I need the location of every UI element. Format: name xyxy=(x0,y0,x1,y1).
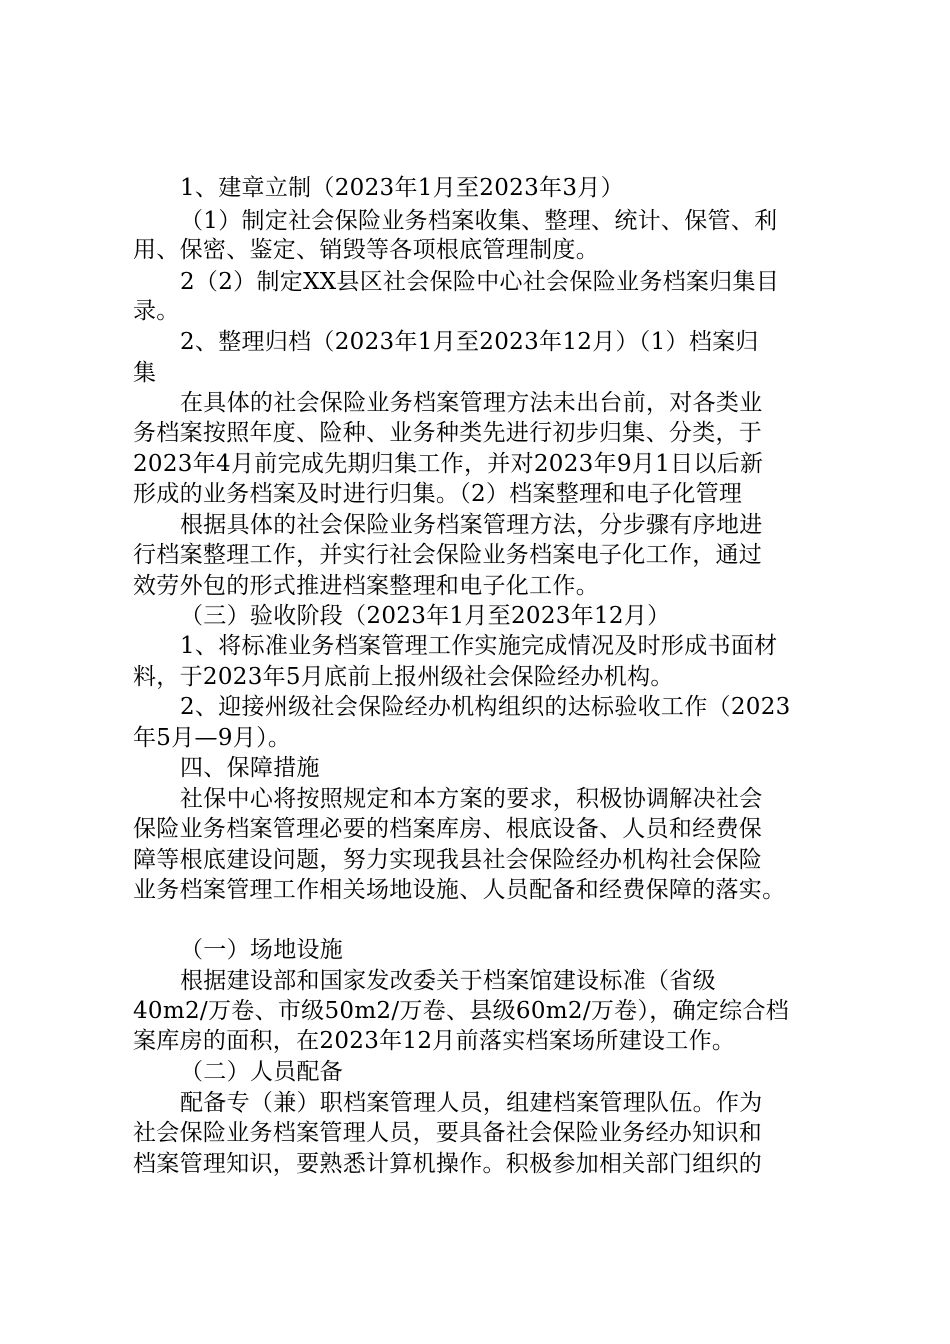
text-line: 案库房的面积，在2023年12月前落实档案场所建设工作。 xyxy=(133,1028,736,1054)
text-line: （三）验收阶段（2023年1月至2023年12月） xyxy=(180,603,671,629)
text-line: 录。 xyxy=(133,298,180,324)
text-line: 1、建章立制（2023年1月至2023年3月） xyxy=(180,175,624,201)
text-line: 配备专（兼）职档案管理人员，组建档案管理队伍。作为 xyxy=(180,1090,763,1116)
text-line: 障等根底建设问题，努力实现我县社会保险经办机构社会保险 xyxy=(133,847,763,873)
text-line: 保险业务档案管理必要的档案库房、根底设备、人员和经费保 xyxy=(133,816,763,842)
text-line: 2、整理归档（2023年1月至2023年12月）（1）档案归 xyxy=(180,329,759,355)
text-line: 四、保障措施 xyxy=(180,755,320,781)
text-line: （1）制定社会保险业务档案收集、整理、统计、保管、利 xyxy=(180,208,778,234)
text-line: 集 xyxy=(133,360,157,386)
text-line: 在具体的社会保险业务档案管理方法未出台前，对各类业 xyxy=(180,390,763,416)
text-line: 社保中心将按照规定和本方案的要求，积极协调解决社会 xyxy=(180,786,763,812)
text-line: 效劳外包的形式推进档案整理和电子化工作。 xyxy=(133,573,599,599)
text-line: 1、将标准业务档案管理工作实施完成情况及时形成书面材 xyxy=(180,633,778,659)
text-line: 业务档案管理工作相关场地设施、人员配备和经费保障的落实。 xyxy=(133,877,786,903)
text-line: 根据建设部和国家发改委关于档案馆建设标准（省级 xyxy=(180,968,716,994)
text-line: （二）人员配备 xyxy=(180,1059,344,1085)
text-line: 行档案整理工作，并实行社会保险业务档案电子化工作，通过 xyxy=(133,542,763,568)
text-line: 用、保密、鉴定、销毁等各项根底管理制度。 xyxy=(133,237,599,263)
text-line: 社会保险业务档案管理人员，要具备社会保险业务经办知识和 xyxy=(133,1120,763,1146)
text-line: 年5月—9月）。 xyxy=(133,725,292,751)
text-line: 形成的业务档案及时进行归集。（2）档案整理和电子化管理 xyxy=(133,481,743,507)
text-line: 40m2/万卷、市级50m2/万卷、县级60m2/万卷），确定综合档 xyxy=(133,998,790,1024)
text-line: 档案管理知识，要熟悉计算机操作。积极参加相关部门组织的 xyxy=(133,1151,763,1177)
text-line: （一）场地设施 xyxy=(180,937,344,963)
text-line: 2、迎接州级社会保险经办机构组织的达标验收工作（2023 xyxy=(180,694,791,720)
text-line: 料，于2023年5月底前上报州级社会保险经办机构。 xyxy=(133,664,674,690)
text-line: 2（2）制定XX县区社会保险中心社会保险业务档案归集目 xyxy=(180,269,780,295)
text-line: 根据具体的社会保险业务档案管理方法，分步骤有序地进 xyxy=(180,512,763,538)
text-line: 务档案按照年度、险种、业务种类先进行初步归集、分类，于 xyxy=(133,420,763,446)
text-line: 2023年4月前完成先期归集工作，并对2023年9月1日以后新 xyxy=(133,451,764,477)
